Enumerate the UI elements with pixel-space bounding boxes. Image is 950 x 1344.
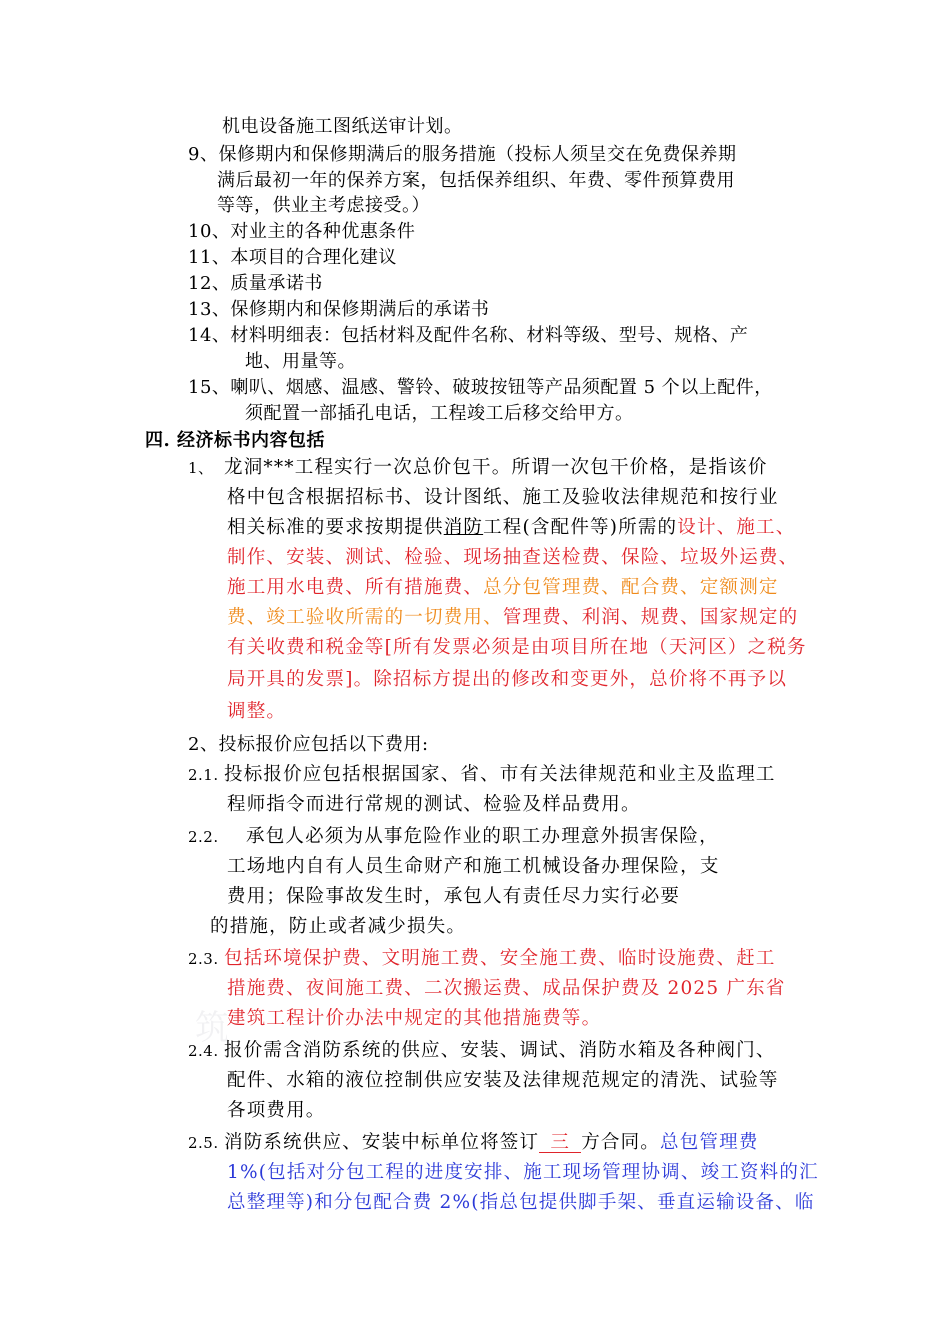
- item-text: 喇叭、烟感、温感、警铃、破玻按钮等产品须配置 5 个以上配件，: [230, 377, 773, 398]
- text-run: 工程(含配件等)所需的: [483, 517, 678, 538]
- clause-2-4-line2: 配件、水箱的液位控制供应安装及法律规范规定的清洗、试验等: [227, 1070, 779, 1091]
- item-text: 保修期内和保修期满后的承诺书: [230, 299, 490, 320]
- paragraph-text: 投标报价应包括以下费用:: [218, 734, 429, 755]
- item-number: 10、: [188, 221, 231, 242]
- list-item-9-line2: 满后最初一年的保养方案，包括保养组织、年费、零件预算费用: [217, 170, 735, 191]
- item-number: 15、: [188, 377, 231, 398]
- highlight-red: 管理费、利润、规费、国家规定的: [502, 607, 799, 628]
- list-item-13: [188, 299, 489, 321]
- paragraph-1-line9: 调整。: [227, 701, 287, 722]
- fill-in-blank: 三: [539, 1134, 581, 1153]
- paragraph-1: [188, 457, 768, 479]
- item-number: 13、: [188, 299, 231, 320]
- clause-2-5-line2: 1%(包括对分包工程的进度安排、施工现场管理协调、竣工资料的汇: [227, 1162, 819, 1183]
- paragraph-text: 龙洞***工程实行一次总价包干。所谓一次包干价格，是指该价: [224, 457, 768, 478]
- item-number: 9、: [188, 144, 219, 165]
- item-number: 14、: [188, 325, 231, 346]
- list-item-9-line3: 等等，供业主考虑接受。）: [217, 195, 430, 216]
- paragraph-1-line6: [227, 607, 798, 629]
- paragraph-1-line7: 有关收费和税金等[所有发票必须是由项目所在地（天河区）之税务: [227, 637, 807, 658]
- list-item-14: [188, 325, 748, 347]
- paragraph-number: 2、: [188, 734, 219, 755]
- clause-number: 2.4.: [188, 1042, 219, 1060]
- clause-text: 报价需含消防系统的供应、安装、调试、消防水箱及各种阀门、: [224, 1040, 776, 1061]
- clause-text: 投标报价应包括根据国家、省、市有关法律规范和业主及监理工: [224, 764, 776, 785]
- clause-text: 包括环境保护费、文明施工费、安全施工费、临时设施费、赶工: [224, 948, 776, 969]
- clause-2-3: [188, 948, 776, 970]
- clause-2-3-line3: 建筑工程计价办法中规定的其他措施费等。: [227, 1008, 602, 1029]
- item-number: 11、: [188, 247, 231, 268]
- clipped-text: 支: [699, 856, 720, 877]
- list-item-15-line2: 须配置一部插孔电话，工程竣工后移交给甲方。: [245, 403, 634, 424]
- clause-2-5-line3: 总整理等)和分包配合费 2%(指总包提供脚手架、垂直运输设备、临: [227, 1192, 815, 1213]
- paragraph-number: 1、: [188, 459, 214, 477]
- clause-2-2-line2: [227, 856, 720, 878]
- highlight-red: 设计、施工、: [677, 517, 796, 538]
- clause-2-2: [188, 826, 719, 848]
- item-text: 材料明细表：包括材料及配件名称、材料等级、型号、规格、产: [230, 325, 749, 346]
- clause-text: 承包人必须为从事危险作业的职工办理意外损害保险，: [246, 826, 719, 847]
- clause-number: 2.3.: [188, 950, 219, 968]
- clause-2-2-line3: 费用；保险事故发生时，承包人有责任尽力实行必要: [227, 886, 681, 907]
- paragraph-1-line8: 局开具的发票]。除招标方提出的修改和变更外，总价将不再予以: [227, 669, 788, 690]
- item-text: 保修期内和保修期满后的服务措施（投标人须呈交在免费保养期: [218, 144, 737, 165]
- list-item-15: [188, 377, 773, 399]
- section-heading: 四. 经济标书内容包括: [145, 430, 326, 451]
- list-item-12: [188, 273, 323, 295]
- paragraph-1-line5: [227, 577, 779, 599]
- clause-2-3-line2: 措施费、夜间施工费、二次搬运费、成品保护费及 2025 广东省: [227, 978, 786, 999]
- list-item-9: [188, 144, 736, 166]
- clause-2-4: [188, 1040, 776, 1062]
- list-item-10: [188, 221, 415, 243]
- clause-2-2-line4: 的措施，防止或者减少损失。: [210, 916, 467, 937]
- watermark: 筑: [195, 1008, 229, 1048]
- paragraph-2: [188, 734, 429, 756]
- text-run: 相关标准的要求按期提供: [227, 517, 444, 538]
- underlined-text: 消防: [443, 517, 484, 538]
- paragraph-1-line4: 制作、安装、测试、检验、现场抽查送检费、保险、垃圾外运费、: [227, 547, 799, 568]
- prev-item-tail: 机电设备施工图纸送审计划。: [222, 116, 463, 137]
- clause-2-1: [188, 764, 776, 786]
- clause-number: 2.1.: [188, 766, 219, 784]
- clause-number: 2.2.: [188, 828, 219, 846]
- highlight-orange: 费、竣工验收所需的一切费用、: [227, 607, 503, 628]
- paragraph-1-line3: [227, 517, 795, 539]
- highlight-red: 施工用水电费、所有措施费、: [227, 577, 484, 598]
- item-number: 12、: [188, 273, 231, 294]
- clause-2-5: [188, 1132, 759, 1154]
- text-run: 工场地内自有人员生命财产和施工机械设备办理保险，: [227, 856, 700, 877]
- clause-number: 2.5.: [188, 1134, 219, 1152]
- item-text: 质量承诺书: [230, 273, 323, 294]
- text-run: 方合同。: [581, 1132, 661, 1153]
- item-text: 对业主的各种优惠条件: [230, 221, 416, 242]
- paragraph-1-line2: 格中包含根据招标书、设计图纸、施工及验收法律规范和按行业: [227, 487, 779, 508]
- list-item-14-line2: 地、用量等。: [245, 351, 356, 372]
- clause-text: 消防系统供应、安装中标单位将签订: [224, 1132, 540, 1153]
- clause-2-4-line3: 各项费用。: [227, 1100, 326, 1121]
- highlight-blue: 总包管理费: [660, 1132, 759, 1153]
- list-item-11: [188, 247, 397, 269]
- item-text: 本项目的合理化建议: [230, 247, 397, 268]
- highlight-orange: 总分包管理费、配合费、定额测定: [483, 577, 779, 598]
- clause-2-1-line2: 程师指令而进行常规的测试、检验及样品费用。: [227, 794, 641, 815]
